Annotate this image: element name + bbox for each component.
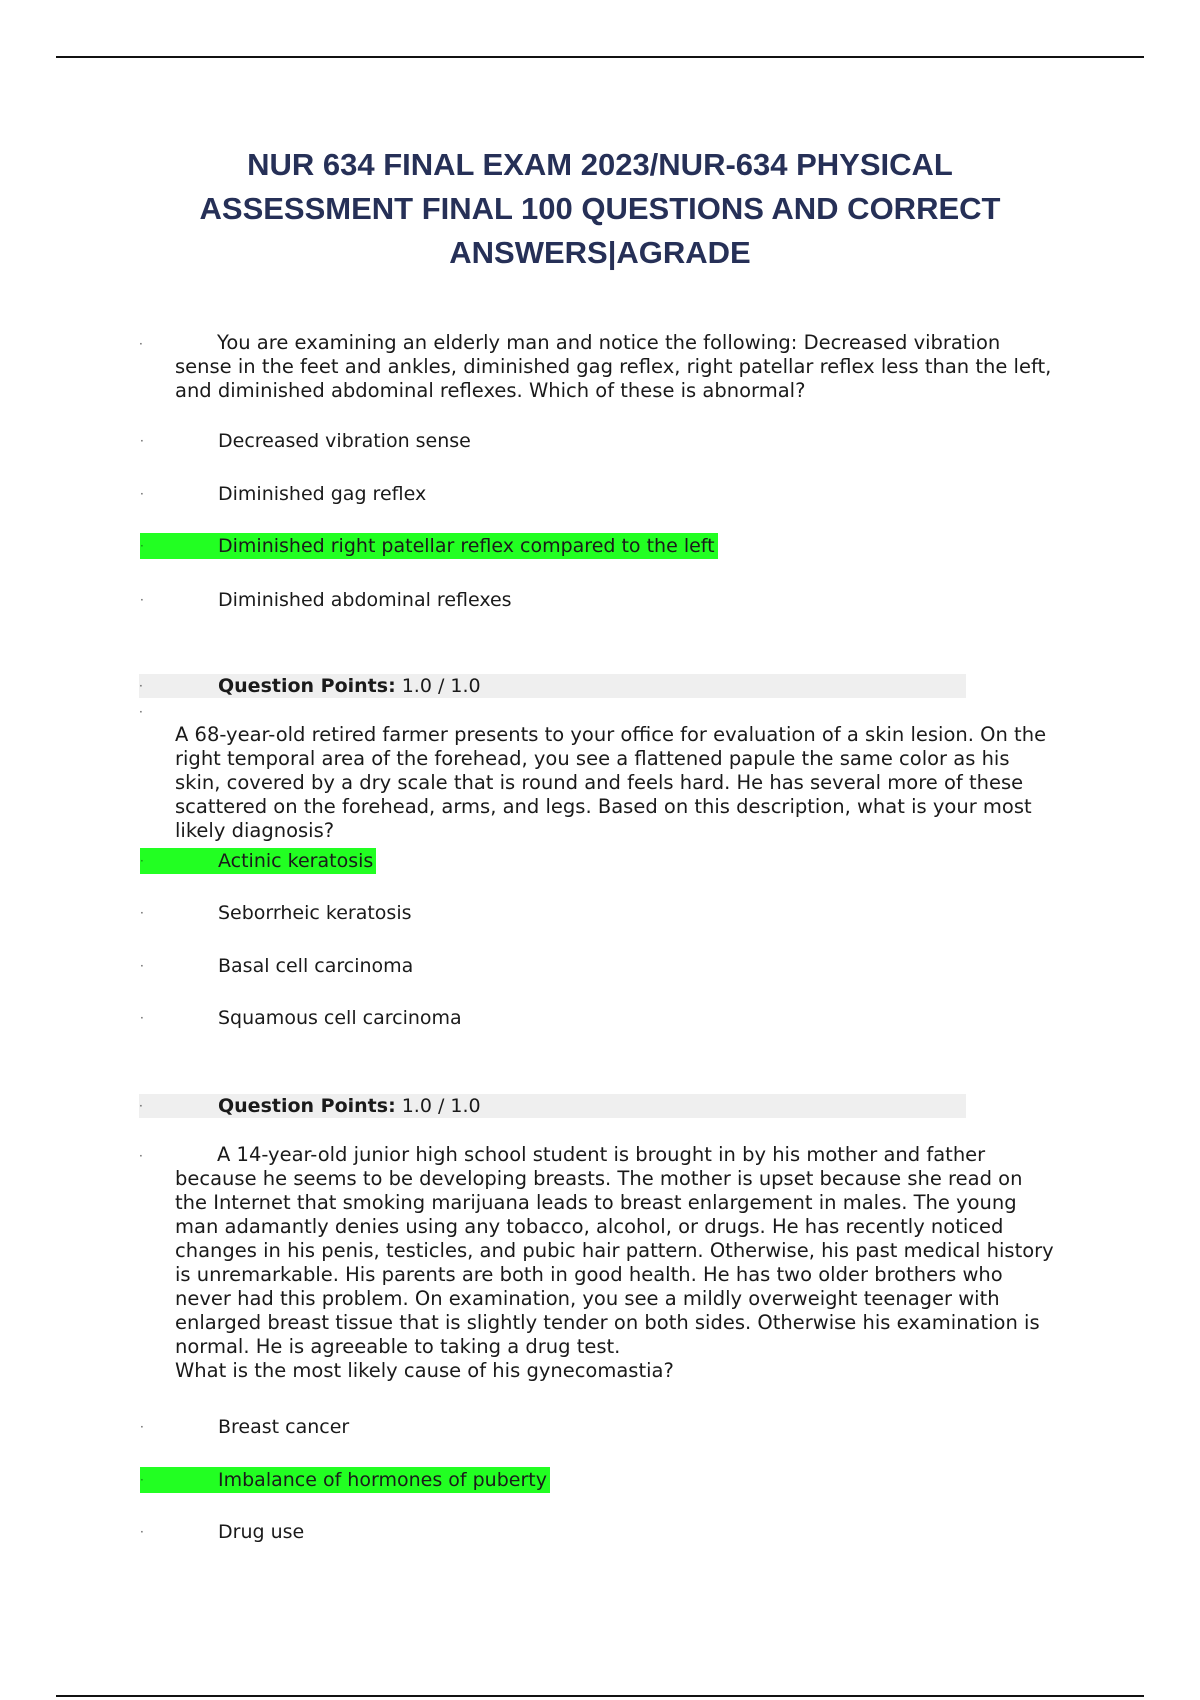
document-title: NUR 634 FINAL EXAM 2023/NUR-634 PHYSICAL ASSESSMENT FINAL 100 QUESTIONS AND CORRECT ANSWERS|AGRADE [199,147,1001,270]
answer-option: · Diminished gag reflex [140,483,427,505]
points-value: 1.0 / 1.0 [401,1095,481,1117]
question-points: · Question Points: 1.0 / 1.0 [139,1094,966,1118]
answer-option: · Drug use [140,1521,305,1543]
question-points: · Question Points: 1.0 / 1.0 [139,674,966,698]
answer-option: · Diminished abdominal reflexes [140,589,512,611]
bullet: · [139,1149,143,1163]
question-stem: You are examining an elderly man and notice the following: Decreased vibration sense in the feet and ankles, diminished gag reflex, right patellar reflex less than the left, and diminished abdominal reflexes. Which of these is abnormal? [175,331,1052,402]
bottom-rule [56,1695,1144,1697]
answer-option-correct: · Actinic keratosis [140,848,376,874]
bullet: · [139,705,143,719]
question-stem: A 68-year-old retired farmer presents to your office for evaluation of a skin lesion. On the right temporal area of the forehead, you see a flattened papule the same color as his skin, covered by a dry scale that is round and feels hard. He has several more of these scattered on the forehead, arms, and legs. Based on this description, what is your most likely diagnosis? [175,723,1047,842]
answer-option: · Basal cell carcinoma [140,955,414,977]
answer-option: · Breast cancer [140,1416,350,1438]
answer-option-correct: · Diminished right patellar reflex compared to the left [140,533,718,559]
answer-option: · Decreased vibration sense [140,430,471,452]
answer-option-correct: · Imbalance of hormones of puberty [140,1467,550,1493]
answer-option: · Seborrheic keratosis [140,902,412,924]
bullet: · [139,337,143,351]
top-rule [56,56,1144,58]
points-value: 1.0 / 1.0 [401,675,481,697]
points-label: Question Points: [218,675,396,697]
answer-option: · Squamous cell carcinoma [140,1007,462,1029]
question-stem: A 14-year-old junior high school student is brought in by his mother and father because he seems to be developing breasts. The mother is upset because she read on the Internet that smoking marijuana leads to breast enlargement in males. The young man adamantly denies using any tobacco, alcohol, or drugs. He has recently noticed changes in his penis, testicles, and pubic hair pattern. Otherwise, his past medical history is unremarkable. His parents are both in good health. He has two older brothers who never had this problem. On examination, you see a mildly overweight teenager with enlarged breast tissue that is slightly tender on both sides. Otherwise his examination is normal. He is agreeable to taking a drug test. What is the most likely cause of his gynecomastia? [175,1143,1054,1382]
points-label: Question Points: [218,1095,396,1117]
question-line: What is the most likely cause of his gynecomastia? [175,1359,674,1382]
